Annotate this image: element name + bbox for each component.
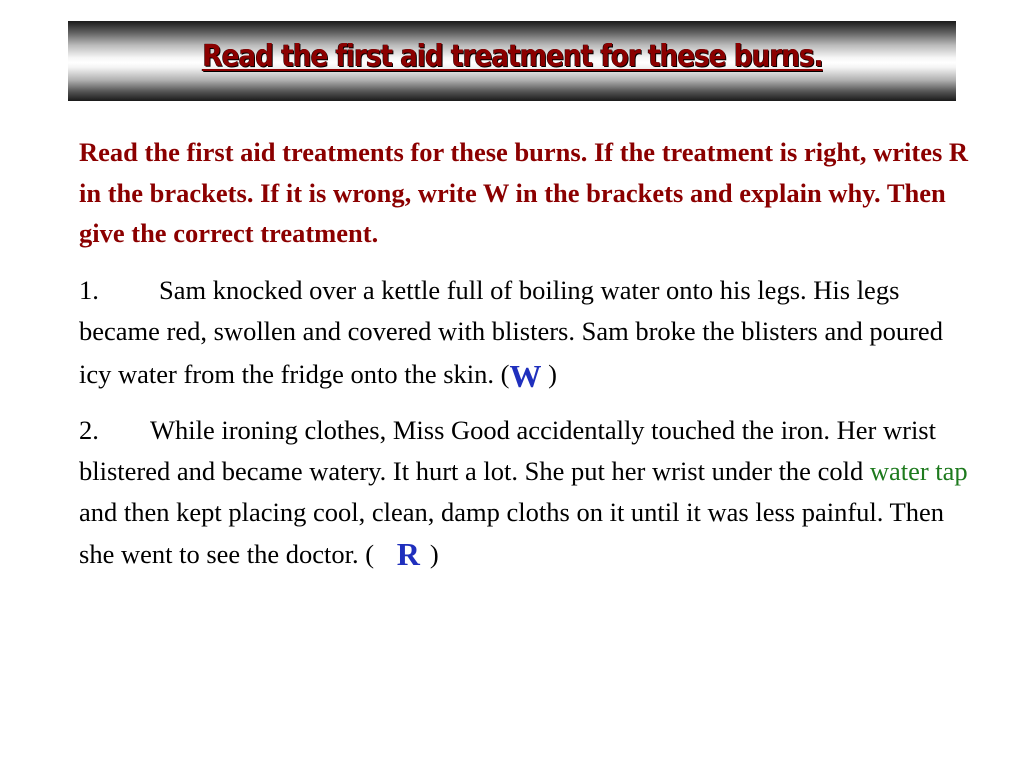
item-text-middle: and then kept placing cool, clean, damp cloths on it until it was less painful. Then she went to see the doctor. ( bbox=[79, 496, 944, 570]
title-bar bbox=[68, 21, 956, 101]
instruction-text: Read the first aid treatments for these burns. If the treatment is right, writes R in the brackets. If it is wrong, write W in the brackets and explain why. Then give the correct treatment. bbox=[79, 137, 969, 249]
item-text: While ironing clothes, Miss Good accidentally touched the iron. Her wrist blistered and became watery. It hurt a lot. She put her wrist under the cold bbox=[79, 415, 936, 486]
item-number: 1. bbox=[79, 275, 99, 306]
answer-mark: R bbox=[396, 536, 420, 573]
slide-title: Read the first aid treatment for these burns. bbox=[201, 38, 823, 74]
slide-body bbox=[79, 132, 974, 591]
highlighted-phrase: water tap bbox=[869, 455, 968, 486]
item-text: Sam knocked over a kettle full of boiling water onto his legs. His legs became red, swollen and covered with blisters. Sam broke the blisters and poured icy water from the fridge onto the skin. ( bbox=[79, 275, 943, 389]
question-item-2 bbox=[79, 410, 974, 575]
question-item-1 bbox=[79, 270, 974, 394]
answer-mark: W bbox=[509, 357, 542, 394]
item-text-end: ) bbox=[429, 539, 439, 570]
item-text-end: ) bbox=[541, 358, 557, 389]
item-number: 2. bbox=[79, 415, 99, 446]
